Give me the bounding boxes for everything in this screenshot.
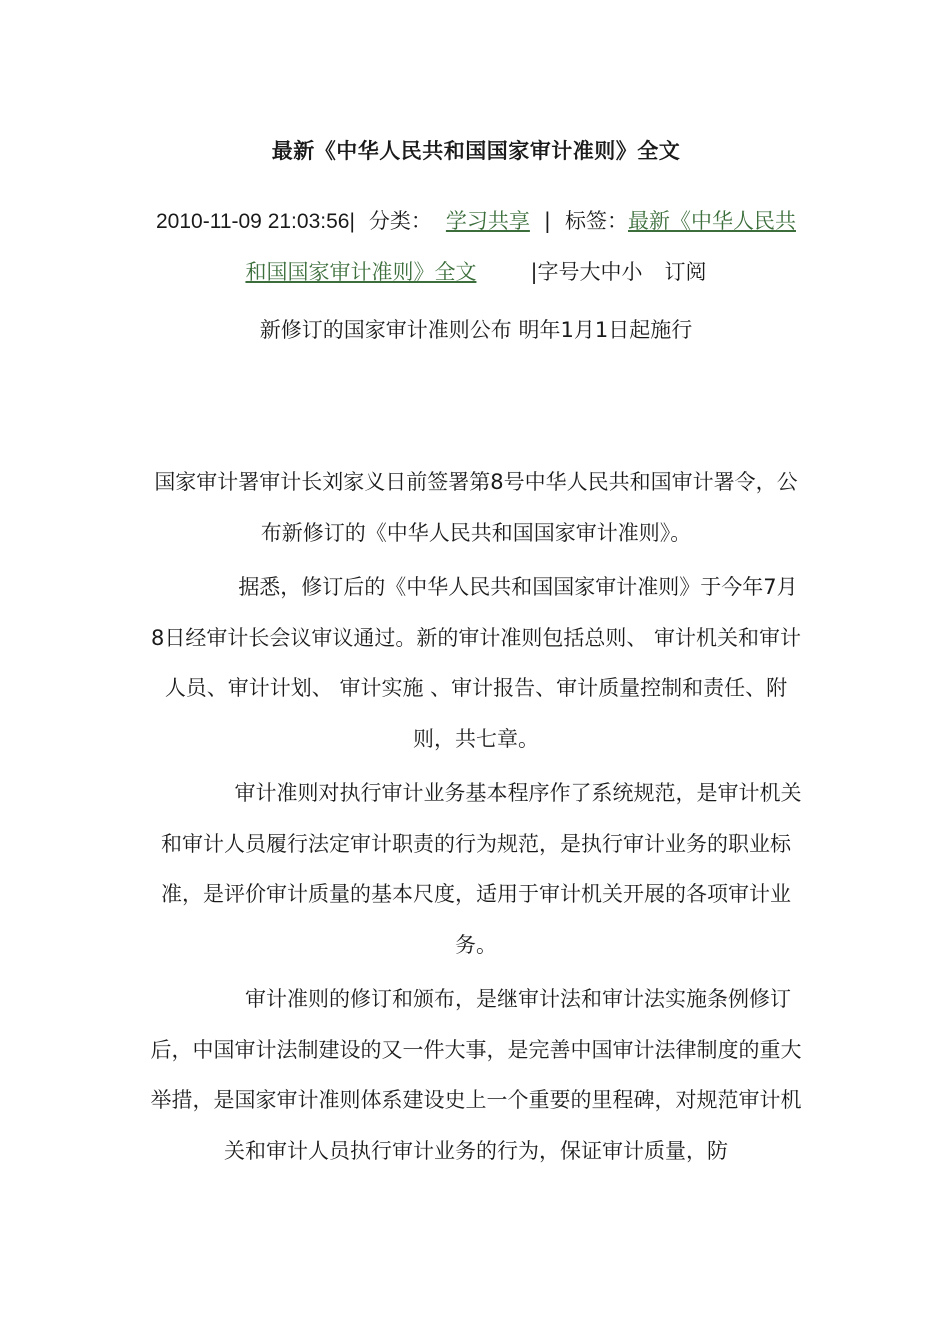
category-link[interactable]: 学习共享: [445, 209, 530, 233]
meta-separator: |: [543, 209, 551, 233]
category-label: 分类：: [368, 209, 432, 233]
subscribe-link[interactable]: 订阅: [664, 260, 707, 284]
paragraph-2-text: 据悉，修订后的《中华人民共和国国家审计准则》于今年7月8日经审计长会议审议通过。新的审计准则包括总则、 审计机关和审计人员、审计计划、 审计实施 、审计报告、审计质量控制和责任、附则，共七章。: [150, 575, 802, 751]
tags-label: 标签：: [564, 209, 628, 233]
document-page: [148, 128, 804, 1180]
paragraph-4: [148, 974, 804, 1176]
post-meta: [148, 196, 804, 297]
post-datetime: 2010-11-09 21:03:56|: [156, 210, 355, 233]
paragraph-1: 国家审计署审计长刘家义日前签署第8号中华人民共和国审计署令，公布新修订的《中华人民共和国国家审计准则》。: [154, 470, 798, 545]
paragraph-4-text: 审计准则的修订和颁布，是继审计法和审计法实施条例修订后，中国审计法制建设的又一件大事，是完善中国审计法律制度的重大举措，是国家审计准则体系建设史上一个重要的里程碑，对规范审计机关和审计人员执行审计业务的行为，保证审计质量，防: [150, 987, 802, 1163]
paragraph-2: [148, 562, 804, 764]
article-subtitle: 新修订的国家审计准则公布 明年1月1日起施行: [259, 318, 693, 342]
document-title: 最新《中华人民共和国国家审计准则》全文: [271, 139, 681, 163]
paragraph-3-text: 审计准则对执行审计业务基本程序作了系统规范，是审计机关和审计人员履行法定审计职责的行为规范，是执行审计业务的职业标准，是评价审计质量的基本尺度，适用于审计机关开展的各项审计业务。: [161, 781, 802, 957]
font-size-control[interactable]: |字号大中小: [530, 260, 643, 284]
tag-link[interactable]: 最新《中华人民共和国国家审计准则》全文: [245, 209, 796, 284]
paragraph-3: [148, 768, 804, 970]
